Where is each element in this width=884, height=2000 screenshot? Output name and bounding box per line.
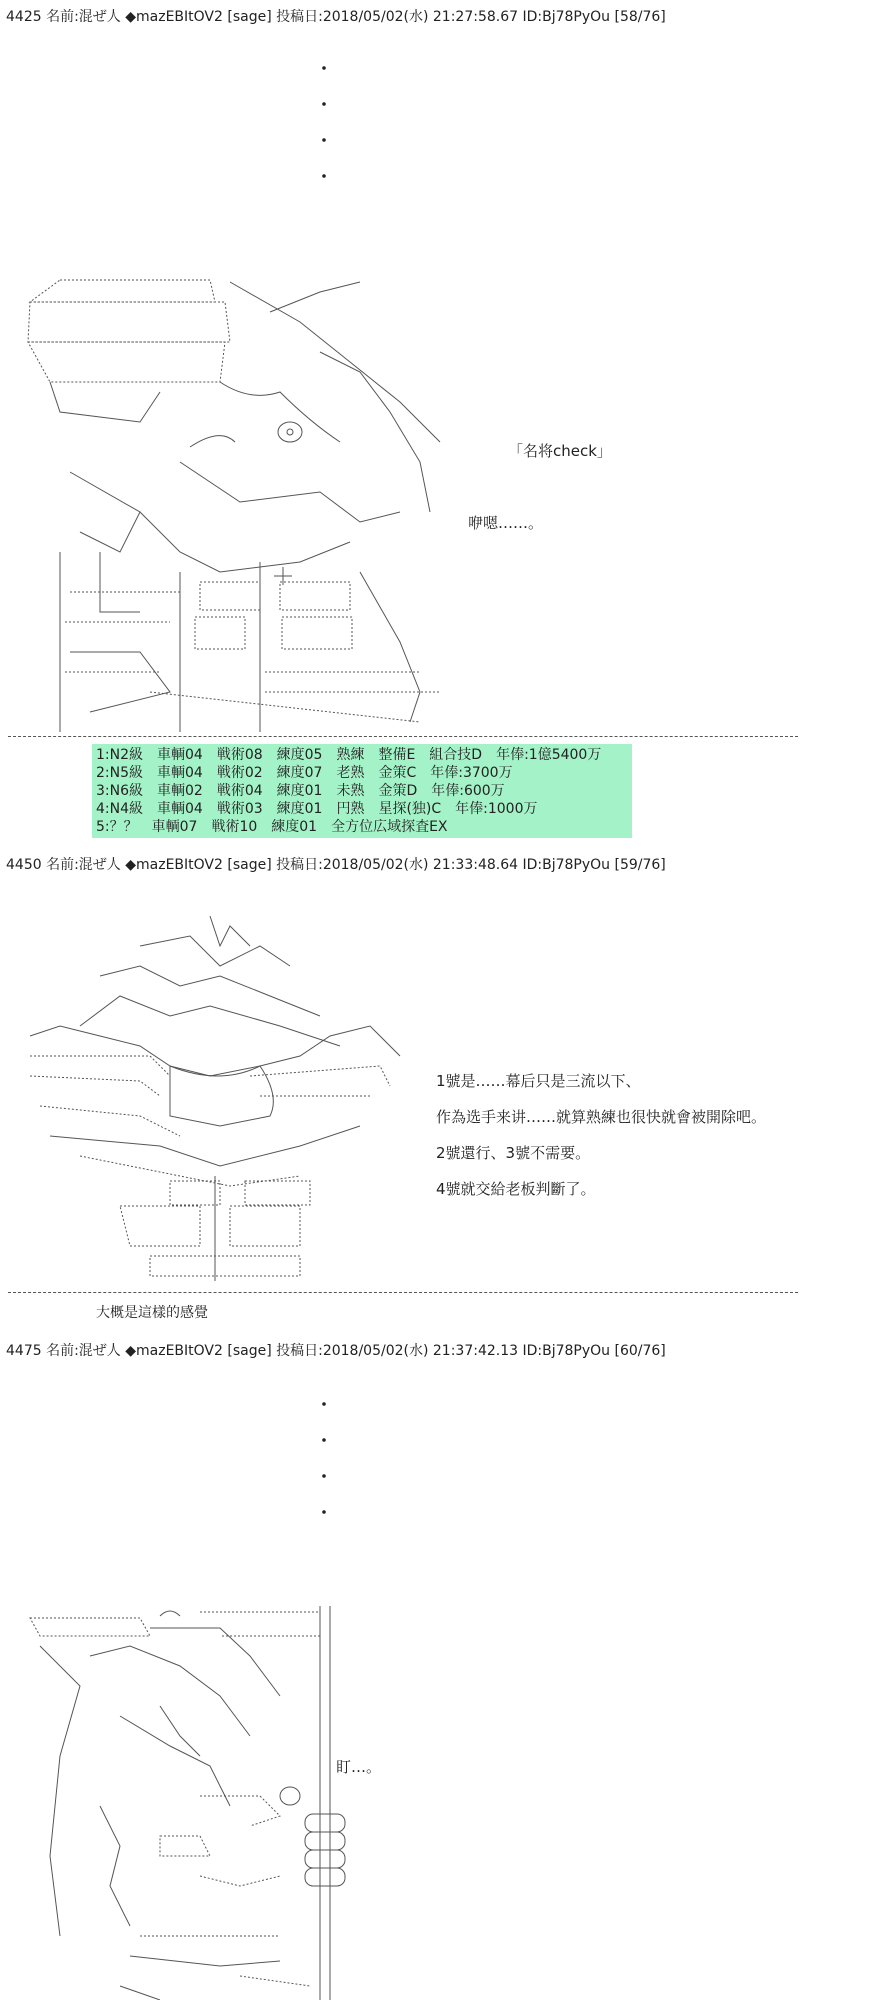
ellipsis-dot: ・ [316, 1395, 333, 1414]
ellipsis-dot: ・ [316, 1503, 333, 1522]
stats-line: 4:N4級 車輌04 戦術03 練度01 円熟 星探(独)C 年俸:1000万 [96, 801, 538, 817]
ascii-art-figure [20, 1606, 350, 2000]
ascii-art-figure [20, 272, 470, 732]
post-header: 4450 名前:混ぜ人 ◆mazEBItOV2 [sage] 投稿日:2018/05/02(水) 21:33:48.64 ID:Bj78PyOu [59/76] [6, 857, 666, 873]
post-header: 4475 名前:混ぜ人 ◆mazEBItOV2 [sage] 投稿日:2018/05/02(水) 21:37:42.13 ID:Bj78PyOu [60/76] [6, 1343, 666, 1359]
dialogue-text: 4號就交給老板判斷了。 [436, 1180, 596, 1198]
dialogue-text: 咿嗯……。 [468, 514, 544, 532]
separator-line [8, 1292, 798, 1293]
post-header: 4425 名前:混ぜ人 ◆mazEBItOV2 [sage] 投稿日:2018/05/02(水) 21:27:58.67 ID:Bj78PyOu [58/76] [6, 9, 666, 25]
stats-line: 5:？？ 車輌07 戦術10 練度01 全方位広域探査EX [96, 819, 448, 835]
ellipsis-dot: ・ [316, 95, 333, 114]
dialogue-text: 「名将check」 [508, 442, 612, 460]
stats-line: 1:N2級 車輌04 戦術08 練度05 熟練 整備E 組合技D 年俸:1億5400万 [96, 747, 602, 763]
ellipsis-dot: ・ [316, 1431, 333, 1450]
stats-line: 3:N6級 車輌02 戦術04 練度01 未熟 金策D 年俸:600万 [96, 783, 505, 799]
ellipsis-dot: ・ [316, 167, 333, 186]
dialogue-text: 1號是……幕后只是三流以下、 [436, 1072, 641, 1090]
stats-line: 2:N5級 車輌04 戦術02 練度07 老熟 金策C 年俸:3700万 [96, 765, 513, 781]
stats-box [92, 744, 632, 838]
dialogue-text: 2號還行、3號不需要。 [436, 1144, 591, 1162]
dialogue-text: 作為选手来讲……就算熟練也很快就會被開除吧。 [436, 1108, 767, 1126]
caption-text: 大概是這樣的感覺 [96, 1305, 208, 1321]
ascii-art-figure [20, 906, 420, 1286]
ellipsis-dot: ・ [316, 131, 333, 150]
ellipsis-dot: ・ [316, 1467, 333, 1486]
ellipsis-dot: ・ [316, 59, 333, 78]
separator-line [8, 736, 798, 737]
dialogue-text: 盯…。 [336, 1758, 382, 1776]
